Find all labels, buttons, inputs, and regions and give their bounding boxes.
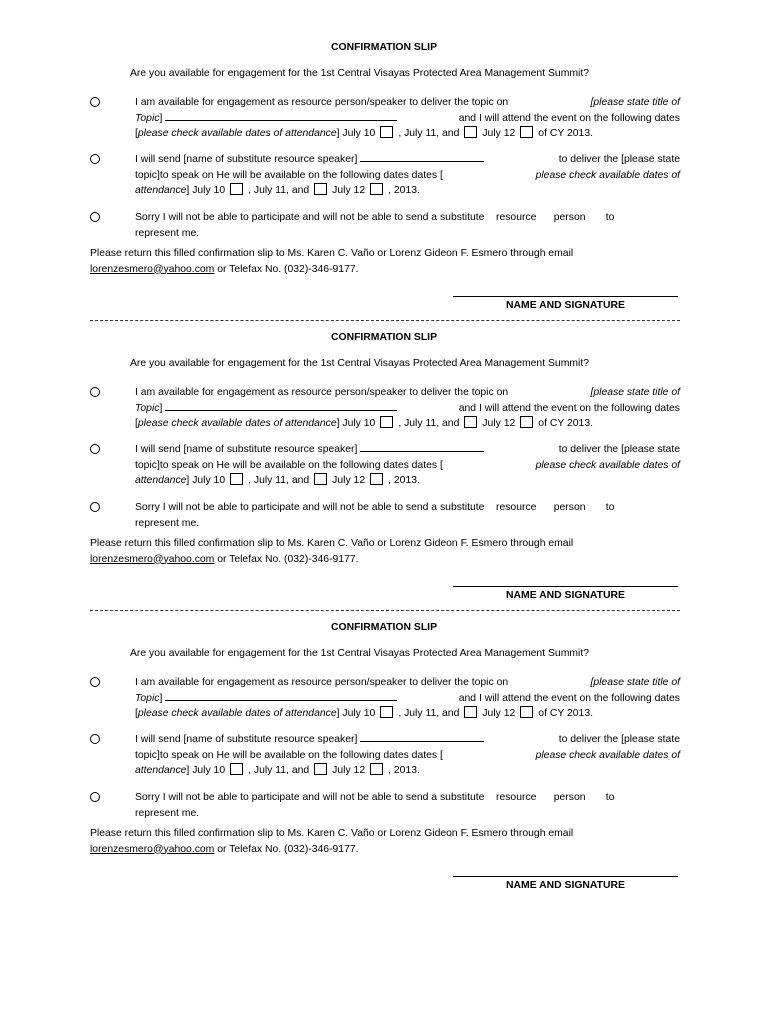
- topic-hint: Topic: [135, 112, 160, 124]
- cut-divider: [90, 610, 680, 611]
- deliver-topic-text: to deliver the [please state: [558, 444, 680, 455]
- option-substitute-text: I will send [name of substitute resource speaker]: [135, 154, 358, 165]
- option-available-radio[interactable]: [90, 97, 100, 107]
- substitute-name-field[interactable]: [360, 733, 484, 742]
- july12-checkbox[interactable]: [520, 706, 533, 718]
- topic-title-field[interactable]: [165, 692, 397, 701]
- july12-label: July 12: [482, 128, 516, 139]
- attendance-hint: attendance: [135, 765, 187, 776]
- deliver-topic-text: to deliver the [please state: [558, 734, 680, 745]
- option-substitute-radio[interactable]: [90, 154, 100, 164]
- signature-line[interactable]: [453, 586, 678, 587]
- july12-label: July 12: [482, 418, 516, 429]
- return-instructions: [90, 246, 690, 277]
- telefax-text: or Telefax No. (032)-346-9177.: [214, 843, 359, 855]
- july11-label: , July 11, and: [398, 128, 460, 139]
- july12-checkbox[interactable]: [370, 183, 383, 195]
- july10-checkbox[interactable]: [230, 183, 243, 195]
- july12-label: July 12: [482, 708, 516, 719]
- speak-on-text: topic]to speak on He will be available on the following dates dates [: [135, 459, 443, 471]
- option-substitute-text: I will send [name of substitute resource speaker]: [135, 734, 358, 745]
- email-link[interactable]: lorenzesmero@yahoo.com: [90, 843, 215, 855]
- year-label: of CY 2013.: [538, 128, 593, 139]
- option-available-radio[interactable]: [90, 677, 100, 687]
- option-decline-radio[interactable]: [90, 792, 100, 802]
- signature-line[interactable]: [453, 296, 678, 297]
- signature-label: NAME AND SIGNATURE: [506, 590, 625, 601]
- july11-checkbox[interactable]: [314, 473, 327, 485]
- july11-label: , July 11, and: [248, 475, 310, 486]
- option-decline-radio[interactable]: [90, 212, 100, 222]
- substitute-name-field[interactable]: [360, 443, 484, 452]
- speak-on-text: topic]to speak on He will be available on the following dates dates [: [135, 749, 443, 761]
- july10-label: ] July 10: [336, 128, 376, 139]
- dates-hint: please check available dates of attendance: [137, 128, 337, 139]
- engagement-question: Are you available for engagement for the 1st Central Visayas Protected Area Management Summit?: [130, 648, 589, 659]
- signature-line[interactable]: [453, 876, 678, 877]
- july11-label: , July 11, and: [398, 708, 460, 719]
- return-instructions: [90, 826, 690, 857]
- attendance-hint: attendance: [135, 185, 187, 196]
- option-substitute-text: I will send [name of substitute resource speaker]: [135, 444, 358, 455]
- topic-title-field[interactable]: [165, 402, 397, 411]
- email-link[interactable]: lorenzesmero@yahoo.com: [90, 553, 215, 565]
- speak-on-text: topic]to speak on He will be available on the following dates dates [: [135, 169, 443, 181]
- july10-label: ] July 10: [186, 475, 226, 486]
- year-label: , 2013.: [388, 185, 420, 196]
- topic-hint: Topic: [135, 402, 160, 414]
- option-decline-text: Sorry I will not be able to participate and will not be able to send a substitute resource person to: [135, 792, 615, 803]
- email-link[interactable]: lorenzesmero@yahoo.com: [90, 263, 215, 275]
- engagement-question: Are you available for engagement for the 1st Central Visayas Protected Area Management Summit?: [130, 68, 589, 79]
- july11-checkbox[interactable]: [314, 183, 327, 195]
- option-available-text: I am available for engagement as resource person/speaker to deliver the topic on: [135, 387, 509, 398]
- year-label: of CY 2013.: [538, 708, 593, 719]
- july11-checkbox[interactable]: [464, 416, 477, 428]
- dates-hint: please check available dates of attendance: [137, 708, 337, 719]
- july10-checkbox[interactable]: [380, 706, 393, 718]
- july10-checkbox[interactable]: [230, 473, 243, 485]
- year-label: of CY 2013.: [538, 418, 593, 429]
- telefax-text: or Telefax No. (032)-346-9177.: [214, 553, 359, 565]
- attend-dates-text: and I will attend the event on the following dates: [458, 112, 680, 124]
- july10-checkbox[interactable]: [380, 416, 393, 428]
- july11-label: , July 11, and: [248, 185, 310, 196]
- option-substitute-radio[interactable]: [90, 444, 100, 454]
- substitute-name-field[interactable]: [360, 153, 484, 162]
- dates-hint: please check available dates of: [535, 749, 680, 761]
- confirmation-slip: CONFIRMATION SLIP Are you available for engagement for the 1st Central Visayas Protected Area Management Summit? I am available for engagement as resource person/speaker to deliver the topic on [please state title of Topic] and I will attend the event on the following dates [please check available dates of attendance] July 10 , July 11, and July 12 of CY 2013. I will send [name of substitute resource speaker] to deliver the [please state topic]to speak on He will be available on the following dates dates [ please check available dates of attendance] July 10 , July 11, and July 12 , 2013. Sorry I will not be able to participate and will not be able to send a substitute resource person to represent me. Please return this filled confirmation slip to Ms. Karen C. Vaño or Lorenz Gideon F. Esmero through email lorenzesmero@yahoo.com or Telefax No. (032)-346-9177. NAME AND SIGNATURE: [0, 42, 768, 332]
- represent-me-text: represent me.: [135, 517, 200, 529]
- year-label: , 2013.: [388, 765, 420, 776]
- dates-hint: please check available dates of attendance: [137, 418, 337, 429]
- july11-checkbox[interactable]: [464, 706, 477, 718]
- july12-checkbox[interactable]: [370, 763, 383, 775]
- july12-label: July 12: [332, 475, 366, 486]
- july12-checkbox[interactable]: [520, 416, 533, 428]
- return-text: Please return this filled confirmation slip to Ms. Karen C. Vaño or Lorenz Gideon F. Esmero through email: [90, 248, 574, 259]
- year-label: , 2013.: [388, 475, 420, 486]
- option-decline-text: Sorry I will not be able to participate and will not be able to send a substitute resource person to: [135, 212, 615, 223]
- july10-checkbox[interactable]: [380, 126, 393, 138]
- july11-checkbox[interactable]: [314, 763, 327, 775]
- confirmation-slip: CONFIRMATION SLIP Are you available for engagement for the 1st Central Visayas Protected Area Management Summit? I am available for engagement as resource person/speaker to deliver the topic on [please state title of Topic] and I will attend the event on the following dates [please check available dates of attendance] July 10 , July 11, and July 12 of CY 2013. I will send [name of substitute resource speaker] to deliver the [please state topic]to speak on He will be available on the following dates dates [ please check available dates of attendance] July 10 , July 11, and July 12 , 2013. Sorry I will not be able to participate and will not be able to send a substitute resource person to represent me. Please return this filled confirmation slip to Ms. Karen C. Vaño or Lorenz Gideon F. Esmero through email lorenzesmero@yahoo.com or Telefax No. (032)-346-9177. NAME AND SIGNATURE: [0, 332, 768, 622]
- option-available-text: I am available for engagement as resource person/speaker to deliver the topic on: [135, 97, 509, 108]
- july10-checkbox[interactable]: [230, 763, 243, 775]
- topic-hint: Topic: [135, 692, 160, 704]
- july11-label: , July 11, and: [248, 765, 310, 776]
- slip-title: CONFIRMATION SLIP: [330, 332, 438, 343]
- deliver-topic-text: to deliver the [please state: [558, 154, 680, 165]
- july11-label: , July 11, and: [398, 418, 460, 429]
- option-decline-text: Sorry I will not be able to participate and will not be able to send a substitute resource person to: [135, 502, 615, 513]
- topic-title-hint: [please state title of: [590, 677, 680, 688]
- return-text: Please return this filled confirmation slip to Ms. Karen C. Vaño or Lorenz Gideon F. Esmero through email: [90, 538, 574, 549]
- engagement-question: Are you available for engagement for the 1st Central Visayas Protected Area Management Summit?: [130, 358, 589, 369]
- represent-me-text: represent me.: [135, 227, 200, 239]
- confirmation-slip: CONFIRMATION SLIP Are you available for engagement for the 1st Central Visayas Protected Area Management Summit? I am available for engagement as resource person/speaker to deliver the topic on [please state title of Topic] and I will attend the event on the following dates [please check available dates of attendance] July 10 , July 11, and July 12 of CY 2013. I will send [name of substitute resource speaker] to deliver the [please state topic]to speak on He will be available on the following dates dates [ please check available dates of attendance] July 10 , July 11, and July 12 , 2013. Sorry I will not be able to participate and will not be able to send a substitute resource person to represent me. Please return this filled confirmation slip to Ms. Karen C. Vaño or Lorenz Gideon F. Esmero through email lorenzesmero@yahoo.com or Telefax No. (032)-346-9177. NAME AND SIGNATURE: [0, 622, 768, 912]
- topic-title-hint: [please state title of: [590, 387, 680, 398]
- july10-label: ] July 10: [186, 185, 226, 196]
- july12-label: July 12: [332, 185, 366, 196]
- july10-label: ] July 10: [336, 418, 376, 429]
- signature-label: NAME AND SIGNATURE: [506, 880, 625, 891]
- july10-label: ] July 10: [186, 765, 226, 776]
- dates-hint: please check available dates of: [535, 169, 680, 181]
- return-instructions: [90, 536, 690, 567]
- signature-label: NAME AND SIGNATURE: [506, 300, 625, 311]
- topic-title-hint: [please state title of: [590, 97, 680, 108]
- july12-checkbox[interactable]: [370, 473, 383, 485]
- option-decline-radio[interactable]: [90, 502, 100, 512]
- topic-title-field[interactable]: [165, 112, 397, 121]
- option-available-radio[interactable]: [90, 387, 100, 397]
- cut-divider: [90, 320, 680, 321]
- july11-checkbox[interactable]: [464, 126, 477, 138]
- return-text: Please return this filled confirmation slip to Ms. Karen C. Vaño or Lorenz Gideon F. Esmero through email: [90, 828, 574, 839]
- slip-title: CONFIRMATION SLIP: [330, 622, 438, 633]
- attendance-hint: attendance: [135, 475, 187, 486]
- july12-label: July 12: [332, 765, 366, 776]
- telefax-text: or Telefax No. (032)-346-9177.: [214, 263, 359, 275]
- slip-title: CONFIRMATION SLIP: [330, 42, 438, 53]
- represent-me-text: represent me.: [135, 807, 200, 819]
- july10-label: ] July 10: [336, 708, 376, 719]
- attend-dates-text: and I will attend the event on the following dates: [458, 402, 680, 414]
- attend-dates-text: and I will attend the event on the following dates: [458, 692, 680, 704]
- july12-checkbox[interactable]: [520, 126, 533, 138]
- dates-hint: please check available dates of: [535, 459, 680, 471]
- option-substitute-radio[interactable]: [90, 734, 100, 744]
- option-available-text: I am available for engagement as resource person/speaker to deliver the topic on: [135, 677, 509, 688]
